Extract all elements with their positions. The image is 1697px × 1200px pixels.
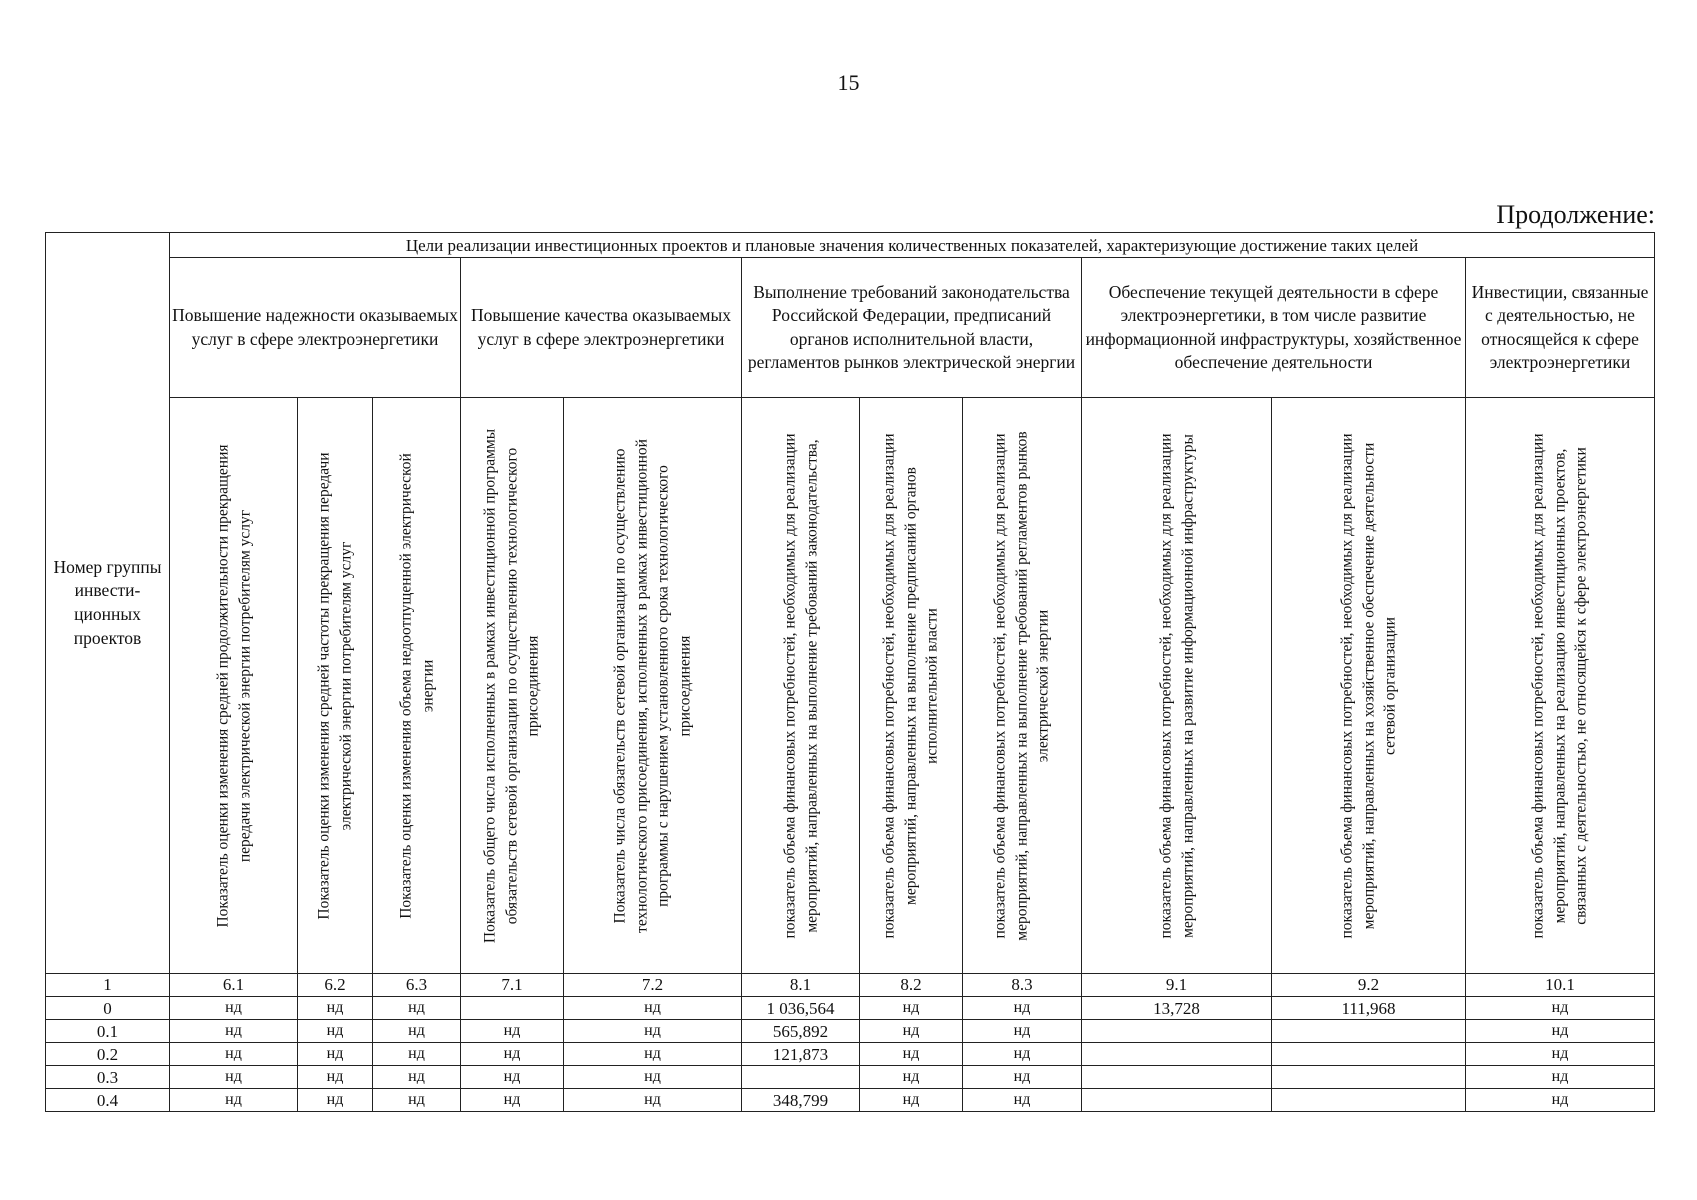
table-cell: нд: [860, 997, 963, 1020]
group-number-cell: 0.1: [46, 1020, 170, 1043]
table-cell: нд: [170, 1066, 298, 1089]
indicator-header-8-3: [963, 398, 1082, 974]
table-cell: нд: [860, 1089, 963, 1112]
table-cell: нд: [373, 1020, 461, 1043]
table-cell: 111,968: [1272, 997, 1466, 1020]
indicator-text: показатель объема финансовых потребностей, необходимых для реализации мероприятий, направленных на хозяйственное обеспечение деятельности сетевой организации: [1337, 433, 1399, 938]
column-index: 9.1: [1082, 974, 1272, 997]
column-index: 6.1: [170, 974, 298, 997]
column-index: 7.2: [564, 974, 742, 997]
table-cell: нд: [170, 997, 298, 1020]
table-row: [46, 1089, 1655, 1112]
column-index: 9.2: [1272, 974, 1466, 997]
column-index: 8.1: [742, 974, 860, 997]
category-current-operations: Обеспечение текущей деятельности в сфере электроэнергетики, в том числе развитие информационной инфраструктуры, хозяйственное обеспечение деятельности: [1082, 258, 1466, 398]
indicator-header-9-2: [1272, 398, 1466, 974]
group-number-header: Номер группы инвести-ционных проектов: [46, 233, 170, 974]
indicator-header-6-2: [298, 398, 373, 974]
table-cell: [1272, 1020, 1466, 1043]
group-number-cell: 0: [46, 997, 170, 1020]
table-cell: нд: [298, 1066, 373, 1089]
category-quality: Повышение качества оказываемых услуг в сфере электроэнергетики: [461, 258, 742, 398]
table-cell: 565,892: [742, 1020, 860, 1043]
table-cell: [1272, 1089, 1466, 1112]
table-cell: нд: [373, 1089, 461, 1112]
page-number: 15: [837, 70, 860, 95]
table-cell: 348,799: [742, 1089, 860, 1112]
table-cell: [461, 997, 564, 1020]
table-cell: нд: [461, 1043, 564, 1066]
category-non-energy-investments: Инвестиции, связанные с деятельностью, не относящейся к сфере электроэнергетики: [1466, 258, 1655, 398]
category-legal-requirements: Выполнение требований законодательства Российской Федерации, предписаний органов исполнительной власти, регламентов рынков электрической энергии: [742, 258, 1082, 398]
indicator-header-9-1: [1082, 398, 1272, 974]
table-cell: нд: [1466, 1020, 1655, 1043]
table-cell: нд: [298, 1089, 373, 1112]
table-cell: [1082, 1089, 1272, 1112]
indicator-text: показатель объема финансовых потребностей, необходимых для реализации мероприятий, направленных на реализацию инвестиционных проектов, связанных с деятельностью, не относящейся к сфере электроэнергетики: [1529, 433, 1590, 938]
column-index-row: [46, 974, 1655, 997]
table-cell: нд: [461, 1089, 564, 1112]
continuation-label: Продолжение:: [1496, 200, 1655, 229]
table-cell: [1272, 1066, 1466, 1089]
indicator-header-8-2: [860, 398, 963, 974]
indicator-text: Показатель общего числа исполненных в рамках инвестиционной программы обязательств сетевой организации по осуществлению технологического присоединения: [481, 428, 542, 943]
table-cell: 13,728: [1082, 997, 1272, 1020]
table-cell: нд: [461, 1020, 564, 1043]
table-cell: нд: [860, 1020, 963, 1043]
indicator-text: Показатель оценки изменения средней частоты прекращения передачи электрической энергии потребителям услуг: [315, 451, 354, 920]
column-index: 8.2: [860, 974, 963, 997]
indicator-text: Показатель оценки изменения средней продолжительности прекращения передачи электрической энергии потребителям услуг: [213, 444, 253, 928]
group-number-cell: 0.2: [46, 1043, 170, 1066]
indicator-header-6-3: [373, 398, 461, 974]
table-cell: нд: [298, 1020, 373, 1043]
table-cell: [1272, 1043, 1466, 1066]
table-row: [46, 1066, 1655, 1089]
table-cell: [742, 1066, 860, 1089]
column-index: 6.2: [298, 974, 373, 997]
column-index: 8.3: [963, 974, 1082, 997]
table-cell: нд: [1466, 1066, 1655, 1089]
table-cell: нд: [860, 1043, 963, 1066]
table-cell: нд: [170, 1020, 298, 1043]
column-index: 10.1: [1466, 974, 1655, 997]
indicator-header-6-1: [170, 398, 298, 974]
table-cell: [1082, 1066, 1272, 1089]
table-cell: нд: [298, 997, 373, 1020]
indicator-header-7-1: [461, 398, 564, 974]
column-index: 6.3: [373, 974, 461, 997]
category-reliability: Повышение надежности оказываемых услуг в сфере электроэнергетики: [170, 258, 461, 398]
table-cell: 121,873: [742, 1043, 860, 1066]
table-cell: нд: [373, 1066, 461, 1089]
group-number-cell: 0.3: [46, 1066, 170, 1089]
column-index: 7.1: [461, 974, 564, 997]
table-cell: нд: [963, 997, 1082, 1020]
indicator-text: показатель объема финансовых потребностей, необходимых для реализации мероприятий, направленных на развитие информационной инфраструктуры: [1156, 433, 1196, 938]
table-cell: нд: [564, 1066, 742, 1089]
table-cell: нд: [564, 997, 742, 1020]
table-row: [46, 1020, 1655, 1043]
table-cell: нд: [170, 1089, 298, 1112]
table-cell: [1082, 1020, 1272, 1043]
data-rows: [46, 997, 1655, 1112]
table-cell: нд: [373, 1043, 461, 1066]
indicator-text: Показатель числа обязательств сетевой организации по осуществлению технологического присоединения, исполненных в рамках инвестиционной программы с нарушением установленного срока технологического присоединения: [611, 438, 694, 933]
indicator-text: Показатель оценки изменения объема недоотпущенной электрической энергии: [396, 452, 436, 919]
table-cell: нд: [963, 1020, 1082, 1043]
table-cell: нд: [564, 1089, 742, 1112]
indicator-header-8-1: [742, 398, 860, 974]
table-cell: нд: [461, 1066, 564, 1089]
indicator-text: показатель объема финансовых потребностей, необходимых для реализации мероприятий, направленных на выполнение требований законодательства,: [780, 433, 820, 938]
table-cell: нд: [963, 1089, 1082, 1112]
table-cell: 1 036,564: [742, 997, 860, 1020]
investment-goals-table: [45, 232, 1655, 1112]
table-cell: [1082, 1043, 1272, 1066]
table-cell: нд: [1466, 997, 1655, 1020]
table-cell: нд: [963, 1066, 1082, 1089]
table-cell: нд: [963, 1043, 1082, 1066]
indicator-header-7-2: [564, 398, 742, 974]
goals-title: Цели реализации инвестиционных проектов и плановые значения количественных показателей, характеризующие достижение таких целей: [170, 233, 1655, 258]
table-cell: нд: [1466, 1043, 1655, 1066]
table-row: [46, 1043, 1655, 1066]
column-index: 1: [46, 974, 170, 997]
table-cell: нд: [860, 1066, 963, 1089]
group-number-cell: 0.4: [46, 1089, 170, 1112]
table-cell: нд: [373, 997, 461, 1020]
indicator-text: показатель объема финансовых потребностей, необходимых для реализации мероприятий, направленных на выполнение требований регламентов рынков электрической энергии: [991, 430, 1052, 941]
table-cell: нд: [298, 1043, 373, 1066]
table-cell: нд: [564, 1043, 742, 1066]
table-cell: нд: [1466, 1089, 1655, 1112]
table-cell: нд: [564, 1020, 742, 1043]
table-row: [46, 997, 1655, 1020]
table-cell: нд: [170, 1043, 298, 1066]
indicator-header-10-1: [1466, 398, 1655, 974]
indicator-text: показатель объема финансовых потребностей, необходимых для реализации мероприятий, направленных на выполнение предписаний органов исполнительной власти: [880, 433, 941, 938]
